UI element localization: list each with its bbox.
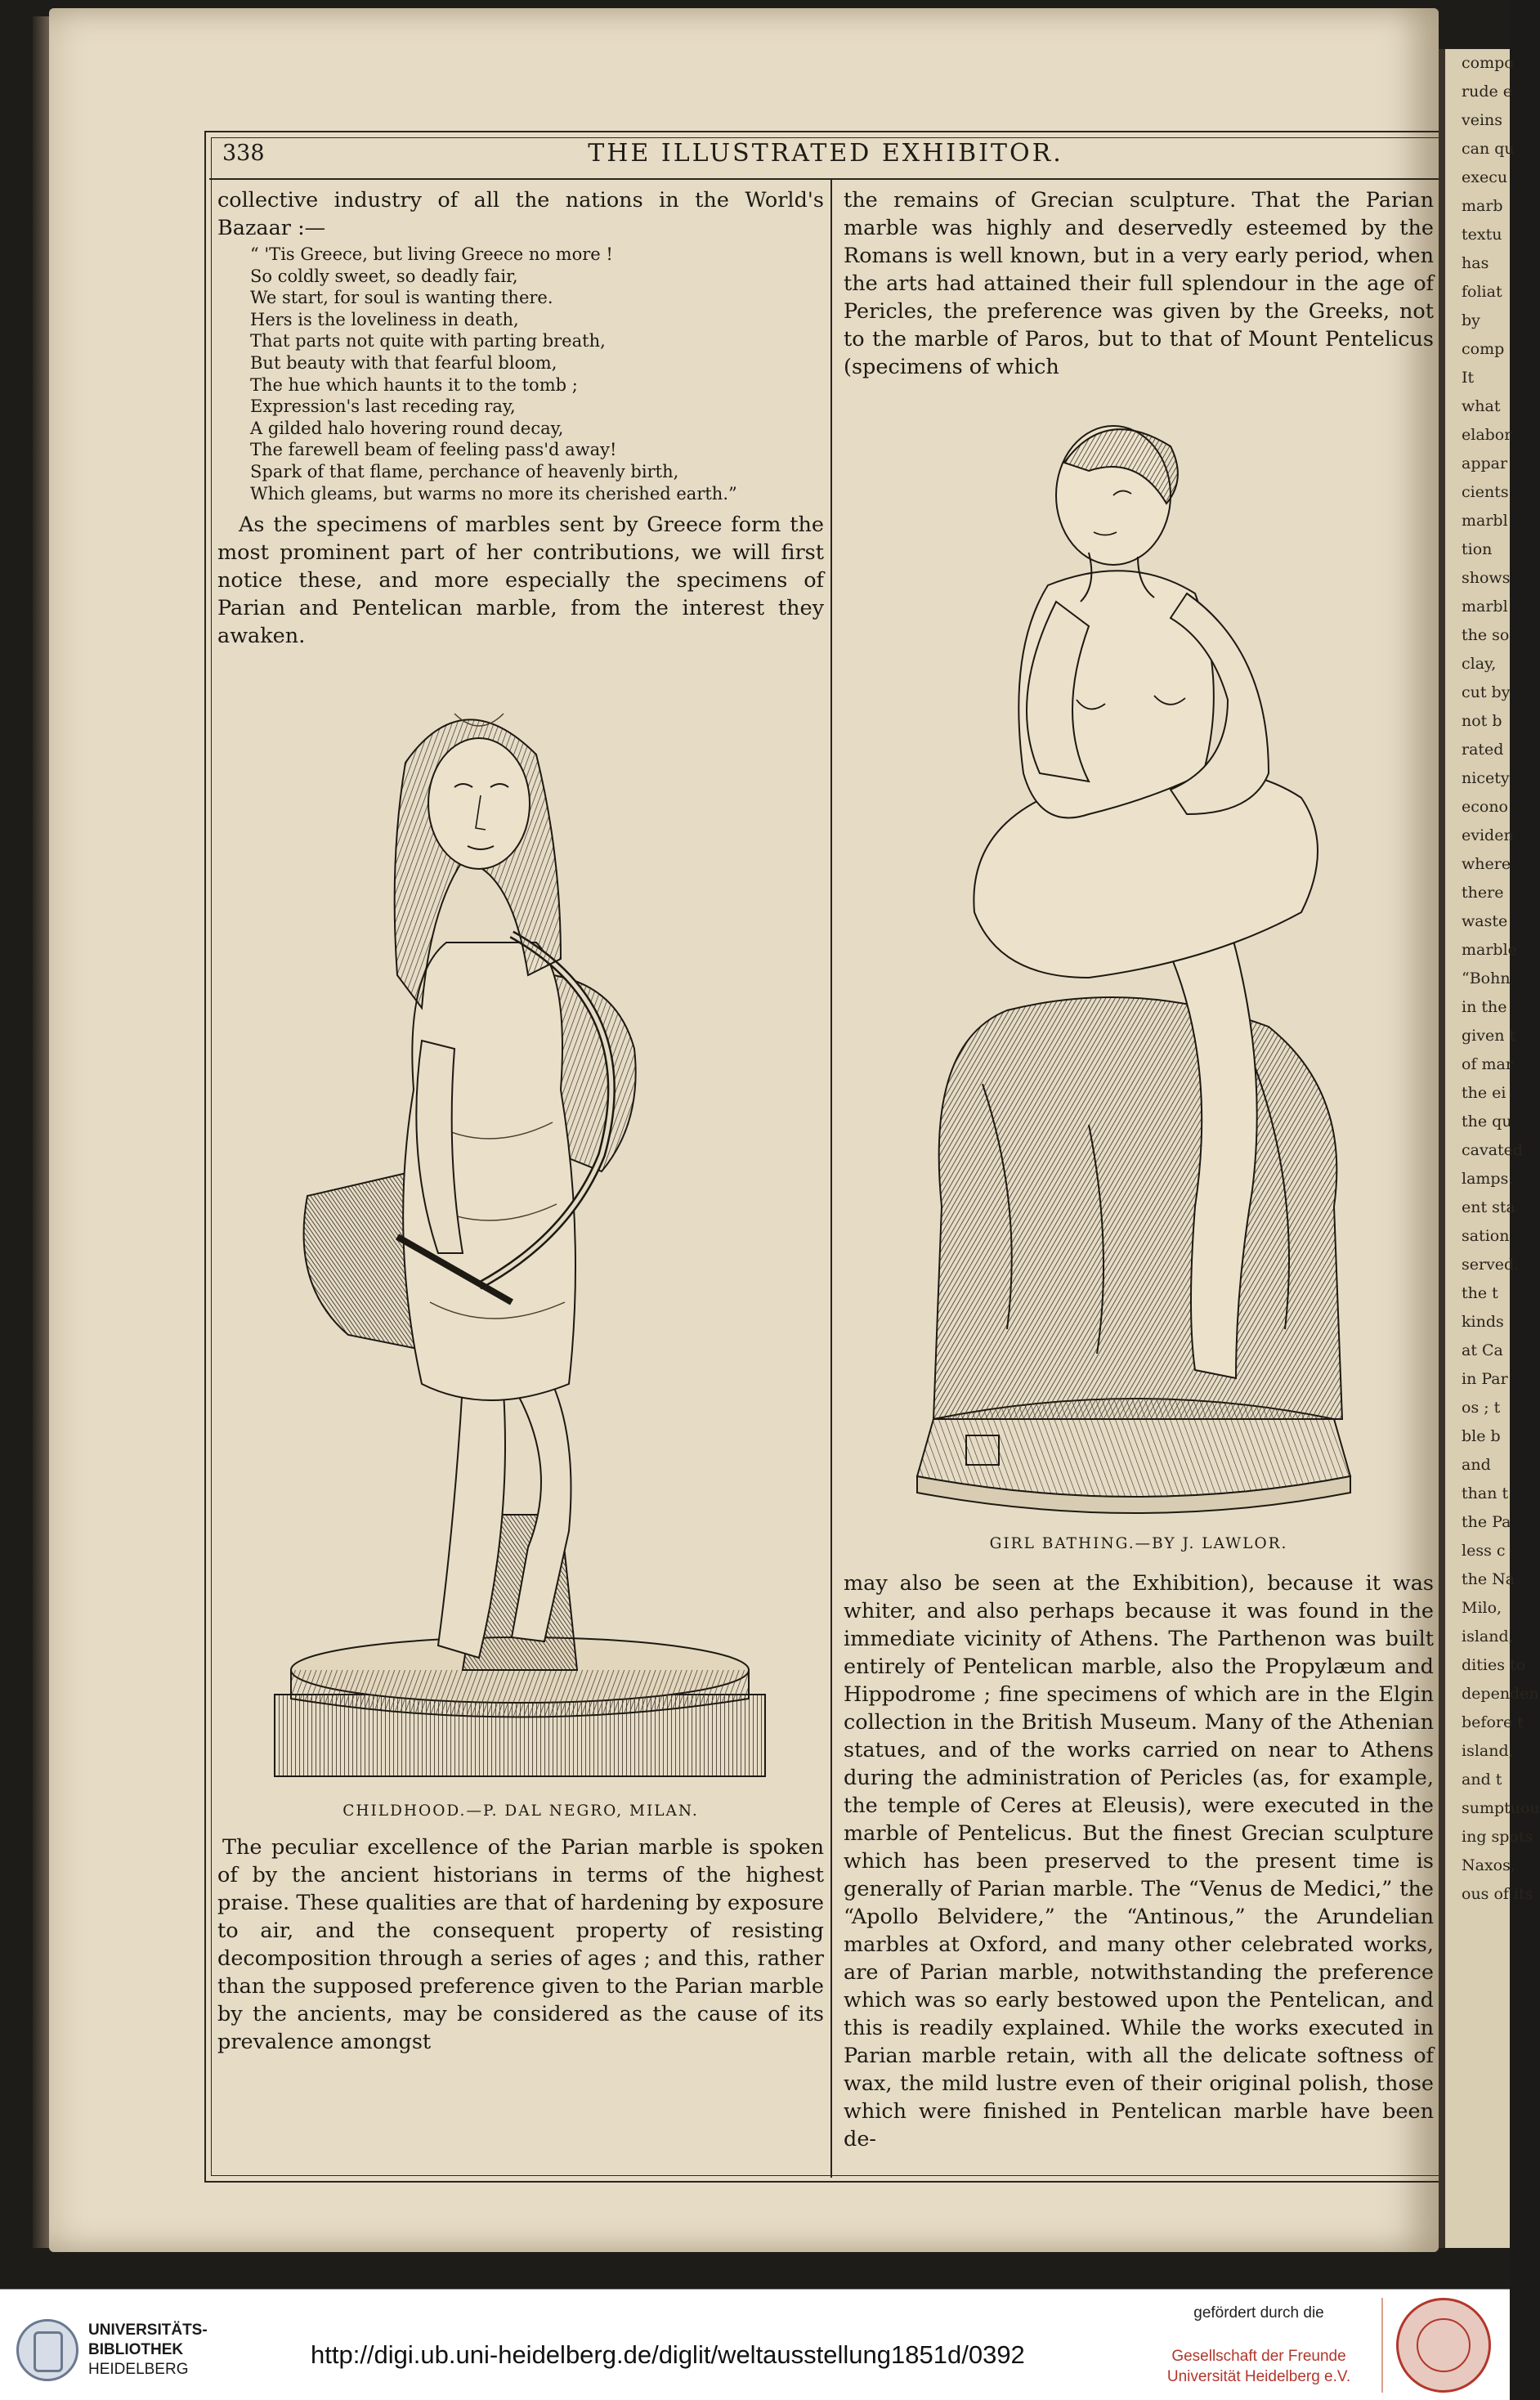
facing-page-text-fragment: clay, <box>1462 655 1497 673</box>
sponsor-line: Gesellschaft der Freunde <box>1171 2348 1346 2365</box>
poem <box>217 244 824 504</box>
header-rule <box>209 178 1442 180</box>
sponsor-line: gefördert durch die <box>1193 2304 1324 2322</box>
facing-page-text-fragment: marb <box>1462 197 1503 215</box>
facing-page-text-fragment: cients <box>1462 483 1509 501</box>
facing-page-text-fragment: nicety <box>1462 769 1510 787</box>
facing-page-text-fragment: the Pa <box>1462 1513 1511 1531</box>
facing-page-text-fragment: appar <box>1462 454 1508 472</box>
facing-page-text-fragment: foliat <box>1462 283 1502 301</box>
column-divider <box>830 180 832 2178</box>
facing-page-text-fragment: waste <box>1462 912 1508 930</box>
poem-line: “ 'Tis Greece, but living Greece no more ! <box>250 244 613 264</box>
poem-line: So coldly sweet, so deadly fair, <box>250 266 518 286</box>
facing-page-text-fragment: ble b <box>1462 1427 1501 1445</box>
facing-page-text-fragment: at Ca <box>1462 1341 1503 1359</box>
facing-page-text-fragment: It <box>1462 369 1475 387</box>
facing-page-text-fragment: textu <box>1462 226 1502 244</box>
poem-line: A gilded halo hovering round decay, <box>250 418 564 438</box>
facing-page-text-fragment: the t <box>1462 1284 1498 1302</box>
digital-copy-url[interactable]: http://digi.ub.uni-heidelberg.de/diglit/weltausstellung1851d/0392 <box>311 2340 1025 2369</box>
page-header <box>222 141 1429 173</box>
page-number: 338 <box>222 141 265 166</box>
facing-page-text-fragment: served. <box>1462 1256 1520 1274</box>
facing-page-text-fragment: eviden <box>1462 826 1514 844</box>
facing-page-text-fragment: where <box>1462 855 1511 873</box>
facing-page-text-fragment: comp <box>1462 340 1505 358</box>
right-bottom-paragraph: may also be seen at the Exhibition), because it was whiter, and also perhaps because it was found in the immediate vicinity of Athens. The Parthenon was built entirely of Pentelican marble, also the Propylæum and Hippodrome ; fine specimens of which are in the Elgin collection in the British Museum. Many of the Athenian statues, and of the works carried on near to Athens during the administration of Pericles (as, for example, the temple of Ceres at Eleusis), were executed in the marble of Pentelicus. But the finest Grecian sculpture which has been preserved to the present time is generally of Parian marble. The “Venus de Medici,” the “Apollo Belvidere,” the “Antinous,” the Arundelian marbles at Oxford, and many other celebrated works, are of Parian marble, notwithstanding the preference which was so early bestowed upon the Pentelican, and this is readily explained. While the works executed in Parian marble retain, with all the delicate softness of wax, the mild lustre even of their original polish, those which were finished in Pentelican marble have been de- <box>844 1571 1434 2151</box>
poem-line: But beauty with that fearful bloom, <box>250 352 557 373</box>
facing-page-text-fragment: econo <box>1462 798 1508 816</box>
sponsor-divider <box>1381 2298 1383 2393</box>
facing-page-text-fragment: sation <box>1462 1227 1510 1245</box>
sponsor-seal-inner <box>1417 2318 1471 2372</box>
facing-page-text-fragment: os ; t <box>1462 1399 1501 1417</box>
facing-page-text-fragment: compo <box>1462 54 1514 72</box>
facing-page-text-fragment: the qu <box>1462 1113 1512 1131</box>
facing-page-text-fragment: marbl <box>1462 512 1508 530</box>
book-page <box>49 8 1439 2252</box>
facing-page-text-fragment: sumptuou <box>1462 1799 1540 1817</box>
library-name-line: BIBLIOTHEK <box>88 2341 184 2358</box>
facing-page-text-fragment: execu <box>1462 168 1508 186</box>
facing-page-text-fragment: and t <box>1462 1771 1502 1789</box>
library-logo <box>16 2319 78 2381</box>
poem-line: Hers is the loveliness in death, <box>250 309 519 329</box>
facing-page-text-fragment: cut by <box>1462 683 1511 701</box>
facing-page-text-fragment: has <box>1462 254 1489 272</box>
poem-line: Which gleams, but warms no more its cherished earth.” <box>250 483 737 504</box>
facing-page-text-fragment: ing spots <box>1462 1828 1533 1846</box>
facing-page-text-fragment: ous of its <box>1462 1885 1533 1903</box>
sponsor-text <box>1144 2303 1373 2387</box>
right-column <box>844 186 1434 2153</box>
poem-line: We start, for soul is wanting there. <box>250 288 553 308</box>
facing-page-text-fragment: shows <box>1462 569 1511 587</box>
library-name-line: HEIDELBERG <box>88 2361 189 2378</box>
library-name <box>88 2321 208 2380</box>
facing-page-text-fragment: in the <box>1462 998 1507 1016</box>
facing-page-text-fragment: than t <box>1462 1484 1509 1502</box>
figure-caption-childhood: CHILDHOOD.—P. DAL NEGRO, MILAN. <box>342 1802 699 1820</box>
library-name-line: UNIVERSITÄTS- <box>88 2322 208 2339</box>
facing-page-text-fragment: elabor <box>1462 426 1512 444</box>
facing-page-text-fragment: marble <box>1462 941 1517 959</box>
facing-page-text-fragment: “Bohn <box>1462 969 1511 987</box>
poem-line: Expression's last receding ray, <box>250 396 516 417</box>
facing-page-text-fragment: marbl <box>1462 598 1508 616</box>
facing-page-text-fragment: in Par <box>1462 1370 1508 1388</box>
facing-page-text-fragment: the ei <box>1462 1084 1506 1102</box>
left-column <box>217 186 824 2056</box>
facing-page-text-fragment: kinds <box>1462 1313 1504 1331</box>
facing-page-text-fragment: cavated <box>1462 1141 1524 1159</box>
facing-page-text-fragment: rated <box>1462 741 1504 759</box>
sponsor-seal <box>1396 2298 1491 2393</box>
childhood-statue-illustration <box>217 665 824 1793</box>
facing-page-text-fragment: rude e <box>1462 83 1513 101</box>
facing-page-text-fragment: there <box>1462 884 1504 902</box>
facing-page-text-fragment: lamps. <box>1462 1170 1514 1188</box>
girl-bathing-engraving <box>844 389 1434 1550</box>
facing-page-fragment <box>1439 49 1540 2248</box>
facing-page-text-fragment: of mar <box>1462 1055 1513 1073</box>
specimens-paragraph: As the specimens of marbles sent by Greece form the most prominent part of her contributions, we will first notice these, and more especially the specimens of Parian and Pentelican marble, from the interest they awaken. <box>217 513 824 649</box>
sponsor-line: Universität Heidelberg e.V. <box>1166 2368 1351 2385</box>
poem-line: Spark of that flame, perchance of heavenly birth, <box>250 461 679 481</box>
figure-caption-girl-bathing: GIRL BATHING.—BY J. LAWLOR. <box>989 1535 1288 1552</box>
facing-page-text-fragment: the Na <box>1462 1570 1515 1588</box>
running-title: THE ILLUSTRATED EXHIBITOR. <box>588 139 1063 168</box>
facing-page-text-fragment: less c <box>1462 1542 1506 1560</box>
facing-page-text-fragment: veins <box>1462 111 1503 129</box>
library-logo-mark <box>34 2331 63 2372</box>
facing-page-text-fragment: given t <box>1462 1027 1516 1045</box>
facing-page-text-fragment: dities to <box>1462 1656 1526 1674</box>
poem-line: The hue which haunts it to the tomb ; <box>250 374 578 395</box>
facing-page-text-fragment: Naxos, <box>1462 1856 1515 1874</box>
parian-paragraph: The peculiar excellence of the Parian marble is spoken of by the ancient historians in terms of the highest praise. These qualities are that of hardening by exposure to air, and the consequent property of resisting decomposition through a series of ages ; and this, rather than the supposed preference given to the Parian marble by the ancients, may be considered as the cause of its prevalence amongst <box>217 1835 824 2055</box>
right-top-paragraph: the remains of Grecian sculpture. That the Parian marble was highly and deservedly esteemed by the Romans is well known, but in a very early period, when the arts had attained their full splendour in the age of Pericles, the preference was given by the Greeks, not to the marble of Paros, but to that of Mount Pentelicus (specimens of which <box>844 188 1434 379</box>
intro-paragraph: collective industry of all the nations in the World's Bazaar :— <box>217 188 824 240</box>
facing-page-text-fragment: can qu <box>1462 140 1515 158</box>
facing-page-text-fragment: island, <box>1462 1742 1514 1760</box>
poem-line: That parts not quite with parting breath, <box>250 331 606 351</box>
facing-page-text-fragment: ent sta <box>1462 1198 1515 1216</box>
footer-bar <box>0 2289 1510 2400</box>
girl-bathing-statue-illustration <box>844 389 1434 1542</box>
facing-page-text-fragment: dependen <box>1462 1685 1539 1703</box>
poem-line: The farewell beam of feeling pass'd away! <box>250 440 617 460</box>
facing-page-text-fragment: not b <box>1462 712 1502 730</box>
facing-page-text-fragment: tion <box>1462 540 1493 558</box>
childhood-engraving <box>217 665 824 1820</box>
facing-page-text-fragment: Milo, <box>1462 1599 1502 1617</box>
facing-page-text-fragment: and <box>1462 1456 1491 1474</box>
facing-page-text-fragment: island, <box>1462 1628 1514 1646</box>
content-frame <box>204 131 1447 2183</box>
facing-page-text-fragment: what <box>1462 397 1501 415</box>
facing-page-text-fragment: the so <box>1462 626 1510 644</box>
facing-page-text-fragment: before t <box>1462 1713 1524 1731</box>
facing-page-text-fragment: by <box>1462 311 1480 329</box>
